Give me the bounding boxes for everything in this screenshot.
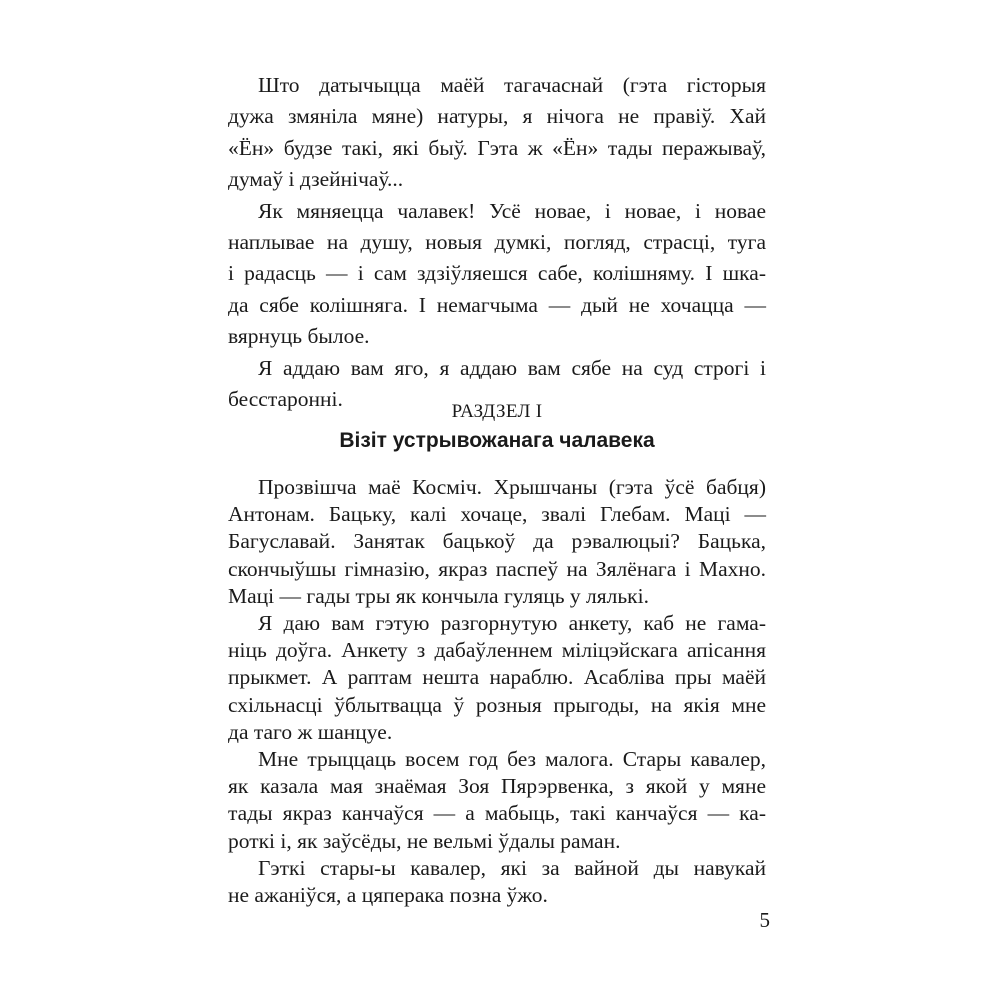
text-line: і радасць — і сам здзіўляешся сабе, колішняму. І шка- bbox=[228, 261, 766, 286]
text-line: Я аддаю вам яго, я аддаю вам сябе на суд строгі і bbox=[258, 355, 766, 380]
text-line: бесстаронні. bbox=[228, 387, 343, 411]
section-title: Візіт устрывожанага чалавека bbox=[339, 429, 655, 452]
text-line: Як мяняецца чалавек! Усё новае, і новае, і новае bbox=[258, 198, 766, 223]
text-line: тады якраз канчаўся — а мабыць, такі канчаўся — ка- bbox=[228, 801, 766, 826]
section-label: РАЗДЗЕЛ І bbox=[451, 401, 543, 422]
text-line: Багуславай. Занятак бацькоў да рэвалюцыі? Бацька, bbox=[228, 529, 766, 554]
text-line: Гэткі стары-ы кавалер, які за вайной ды навукай bbox=[258, 855, 766, 880]
text-line: дужа змяніла мяне) натуры, я нічога не правіў. Хай bbox=[228, 104, 766, 129]
text-line: Прозвішча маё Косміч. Хрышчаны (гэта ўсё бабця) bbox=[258, 475, 766, 499]
text-line: прыкмет. А раптам нешта нараблю. Асабліва пры маёй bbox=[228, 665, 766, 690]
text-line: наплывае на душу, новыя думкі, погляд, страсці, туга bbox=[228, 230, 766, 254]
text-line: «Ён» будзе такі, які быў. Гэта ж «Ён» тады перажываў, bbox=[228, 135, 766, 160]
text-line: схільнасці ўблытвацца ў розныя прыгоды, на якія мне bbox=[228, 692, 766, 717]
text-line: Я даю вам гэтую разгорнутую анкету, каб не гама- bbox=[258, 611, 766, 635]
text-line: Мне трыццаць восем год без малога. Стары кавалер, bbox=[258, 747, 766, 771]
text-line: думаў і дзейнічаў... bbox=[228, 167, 404, 192]
text-line: як казала мая знаёмая Зоя Пярэрвенка, з якой у мяне bbox=[228, 774, 766, 799]
text-line: да таго ж шанцуе. bbox=[228, 719, 393, 744]
text-line: роткі і, як заўсёды, не вельмі ўдалы раман. bbox=[228, 828, 621, 853]
text-line: скончыўшы гімназію, якраз паспеў на Зялёнага і Махно. bbox=[228, 556, 766, 581]
text-line: не ажаніўся, а цяперака позна ўжо. bbox=[228, 883, 548, 907]
text-line: Што датычыцца маёй тагачаснай (гэта гісторыя bbox=[258, 73, 766, 97]
text-line: Антонам. Бацьку, калі хочаце, звалі Глебам. Маці — bbox=[228, 502, 766, 527]
text-line: да сябе колішняга. І немагчыма — дый не хочацца — bbox=[228, 292, 766, 317]
page-number: 5 bbox=[759, 908, 770, 932]
text-line: Маці — гады тры як кончыла гуляць у лялькі. bbox=[228, 583, 649, 608]
text-line: ніць доўга. Анкету з дабаўленнем міліцэйскага апісання bbox=[228, 638, 766, 663]
text-line: вярнуць былое. bbox=[228, 324, 370, 349]
